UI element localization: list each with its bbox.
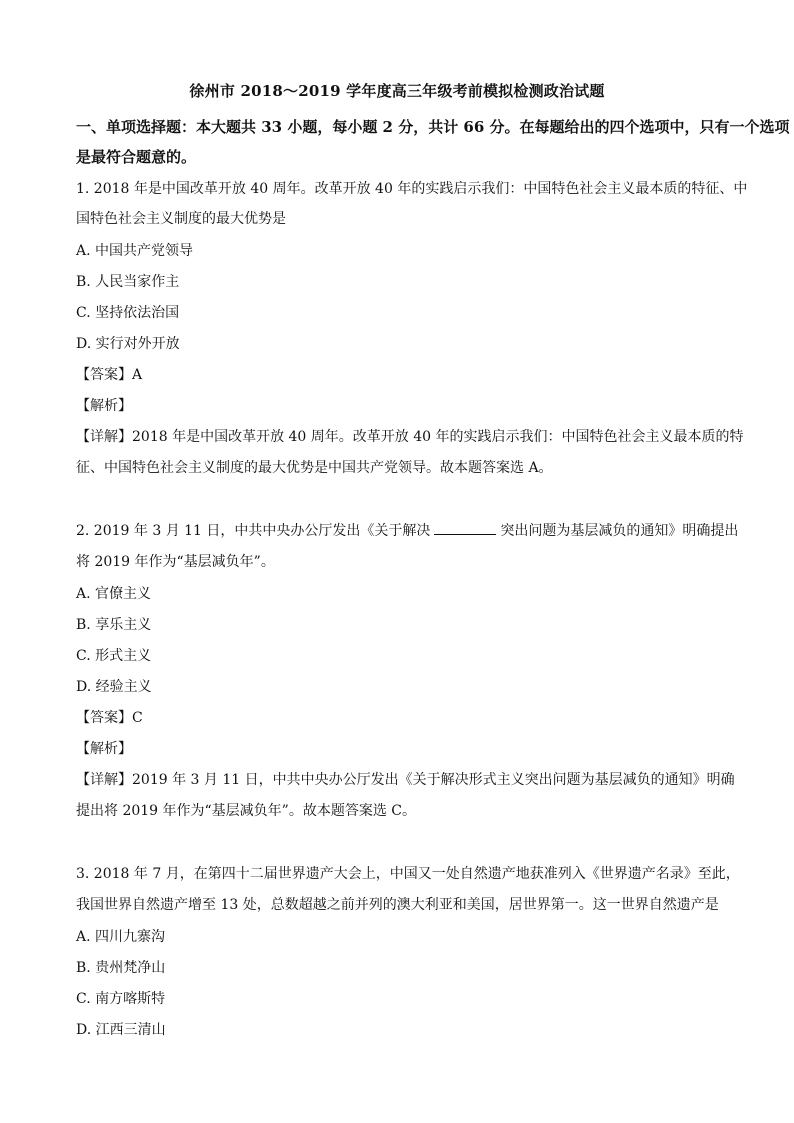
q1-stem-line-1: 1. 2018 年是中国改革开放 40 周年。改革开放 40 年的实践启示我们：中国特色社会主义最本质的特征、中	[76, 181, 748, 197]
section-heading-line-1: 一、单项选择题：本大题共 33 小题，每小题 2 分，共计 66 分。在每题给出的四个选项中，只有一个选项	[76, 118, 790, 136]
q3-option-b: B. 贵州梵净山	[76, 960, 166, 976]
q2-stem-line-2: 将 2019 年作为“基层减负年”。	[76, 554, 275, 570]
q2-detail-line-2: 提出将 2019 年作为“基层减负年”。故本题答案选 C。	[76, 803, 417, 819]
q1-option-b: B. 人民当家作主	[76, 274, 180, 290]
q3-option-c: C. 南方喀斯特	[76, 991, 166, 1007]
q2-stem-part-1: 2. 2019 年 3 月 11 日，中共中央办公厅发出《关于解决	[76, 523, 431, 539]
q1-option-d: D. 实行对外开放	[76, 336, 180, 352]
q1-detail-line-1: 【详解】2018 年是中国改革开放 40 周年。改革开放 40 年的实践启示我们：中国特色社会主义最本质的特	[76, 429, 744, 445]
q1-option-c: C. 坚持依法治国	[76, 305, 180, 321]
q1-detail-line-2: 征、中国特色社会主义制度的最大优势是中国共产党领导。故本题答案选 A。	[76, 460, 553, 476]
q2-stem-part-2: 突出问题为基层减负的通知》明确提出	[500, 523, 739, 539]
q2-option-a: A. 官僚主义	[76, 586, 152, 602]
q1-analysis-label: 【解析】	[76, 398, 132, 414]
q2-stem-line-1	[76, 520, 738, 540]
q3-stem-line-2: 我国世界自然遗产增至 13 处，总数超越之前并列的澳大利亚和美国，居世界第一。这一世界自然遗产是	[76, 897, 719, 913]
q1-stem-line-2: 国特色社会主义制度的最大优势是	[76, 211, 286, 227]
q2-answer: 【答案】C	[76, 710, 143, 726]
q3-option-d: D. 江西三清山	[76, 1022, 166, 1038]
q2-analysis-label: 【解析】	[76, 741, 132, 757]
q1-option-a: A. 中国共产党领导	[76, 243, 194, 259]
q2-option-c: C. 形式主义	[76, 648, 152, 664]
q2-option-d: D. 经验主义	[76, 679, 152, 695]
q2-detail-line-1: 【详解】2019 年 3 月 11 日，中共中央办公厅发出《关于解决形式主义突出问题为基层减负的通知》明确	[76, 772, 735, 788]
q3-stem-line-1: 3. 2018 年 7 月，在第四十二届世界遗产大会上，中国又一处自然遗产地获准列入《世界遗产名录》至此，	[76, 866, 740, 882]
q3-option-a: A. 四川九寨沟	[76, 929, 166, 945]
q2-blank	[434, 522, 496, 535]
q1-answer: 【答案】A	[76, 367, 143, 383]
document-title: 徐州市 2018～2019 学年度高三年级考前模拟检测政治试题	[189, 82, 605, 100]
section-heading-line-2: 是最符合题意的。	[76, 148, 197, 166]
q2-option-b: B. 享乐主义	[76, 617, 152, 633]
